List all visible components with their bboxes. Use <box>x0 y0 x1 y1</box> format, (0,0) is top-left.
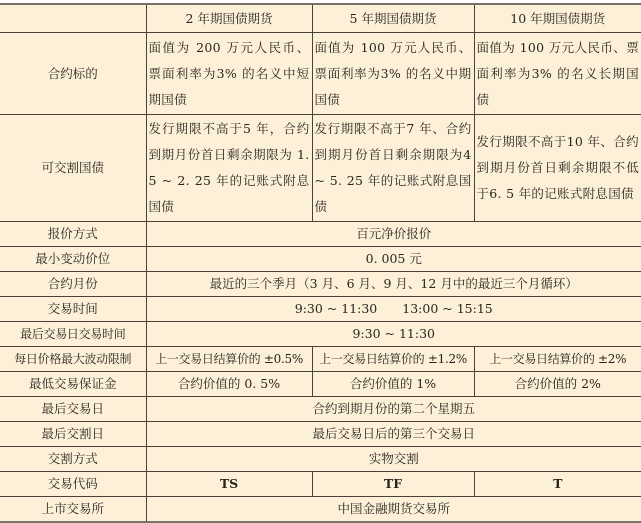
merged-cell: 中国金融期货交易所 <box>146 497 641 523</box>
cell-10y: 发行期限不高于10 年、合约到期月份首日剩余期限不低于6. 5 年的记账式附息国债 <box>474 115 641 222</box>
row-label: 每日价格最大波动限制 <box>0 347 146 372</box>
row-trading-hours <box>0 297 641 322</box>
header-2y: 2 年期国债期货 <box>146 4 312 33</box>
row-deliverable-bonds <box>0 115 641 222</box>
row-label: 可交割国债 <box>0 115 146 222</box>
row-label: 报价方式 <box>0 222 146 247</box>
merged-cell: 最近的三个季月（3 月、6 月、9 月、12 月中的最近三个月循环） <box>146 272 641 297</box>
cell-5y: 发行期限不高于7 年、合约到期月份首日剩余期限为4 ~ 5. 25 年的记账式附息国债 <box>312 115 474 222</box>
row-label: 上市交易所 <box>0 497 146 523</box>
merged-cell: 9:30 ~ 11:30 <box>146 322 641 347</box>
row-last-delivery-day <box>0 422 641 447</box>
cell-5y: TF <box>312 472 474 497</box>
row-label: 合约月份 <box>0 272 146 297</box>
cell-10y: 上一交易日结算价的 ±2% <box>474 347 641 372</box>
cell-2y: 上一交易日结算价的 ±0.5% <box>146 347 312 372</box>
row-label: 交易时间 <box>0 297 146 322</box>
row-label: 交易代码 <box>0 472 146 497</box>
row-quotation <box>0 222 641 247</box>
merged-cell: 0. 005 元 <box>146 247 641 272</box>
merged-cell: 最后交易日后的第三个交易日 <box>146 422 641 447</box>
cell-5y: 上一交易日结算价的 ±1.2% <box>312 347 474 372</box>
row-delivery-method <box>0 447 641 472</box>
header-10y: 10 年期国债期货 <box>474 4 641 33</box>
merged-cell: 合约到期月份的第二个星期五 <box>146 397 641 422</box>
row-last-day-hours <box>0 322 641 347</box>
row-label: 最后交割日 <box>0 422 146 447</box>
header-corner <box>0 4 146 33</box>
row-last-trading-day <box>0 397 641 422</box>
treasury-futures-spec-table <box>0 3 641 523</box>
row-label: 最后交易日交易时间 <box>0 322 146 347</box>
cell-10y: 面值为 100 万元人民币、票面利率为3% 的名义长期国债 <box>474 33 641 115</box>
row-underlying <box>0 33 641 115</box>
row-label: 交割方式 <box>0 447 146 472</box>
cell-5y: 面值为 100 万元人民币、票面利率为3% 的名义中期国债 <box>312 33 474 115</box>
merged-cell: 百元净价报价 <box>146 222 641 247</box>
cell-2y: 面值为 200 万元人民币、票面利率为3% 的名义中短期国债 <box>146 33 312 115</box>
cell-2y: TS <box>146 472 312 497</box>
row-contract-months <box>0 272 641 297</box>
merged-cell: 9:30 ~ 11:30 13:00 ~ 15:15 <box>146 297 641 322</box>
header-5y: 5 年期国债期货 <box>312 4 474 33</box>
row-label: 合约标的 <box>0 33 146 115</box>
row-label: 最后交易日 <box>0 397 146 422</box>
cell-10y: T <box>474 472 641 497</box>
cell-5y: 合约价值的 1% <box>312 372 474 397</box>
cell-2y: 合约价值的 0. 5% <box>146 372 312 397</box>
row-label: 最低交易保证金 <box>0 372 146 397</box>
row-ticker <box>0 472 641 497</box>
row-tick-size <box>0 247 641 272</box>
cell-2y: 发行期限不高于5 年，合约到期月份首日剩余期限为 1. 5 ~ 2. 25 年的记账式附息国债 <box>146 115 312 222</box>
row-exchange <box>0 497 641 523</box>
cell-10y: 合约价值的 2% <box>474 372 641 397</box>
row-price-limit <box>0 347 641 372</box>
header-row <box>0 4 641 33</box>
row-margin <box>0 372 641 397</box>
row-label: 最小变动价位 <box>0 247 146 272</box>
merged-cell: 实物交割 <box>146 447 641 472</box>
